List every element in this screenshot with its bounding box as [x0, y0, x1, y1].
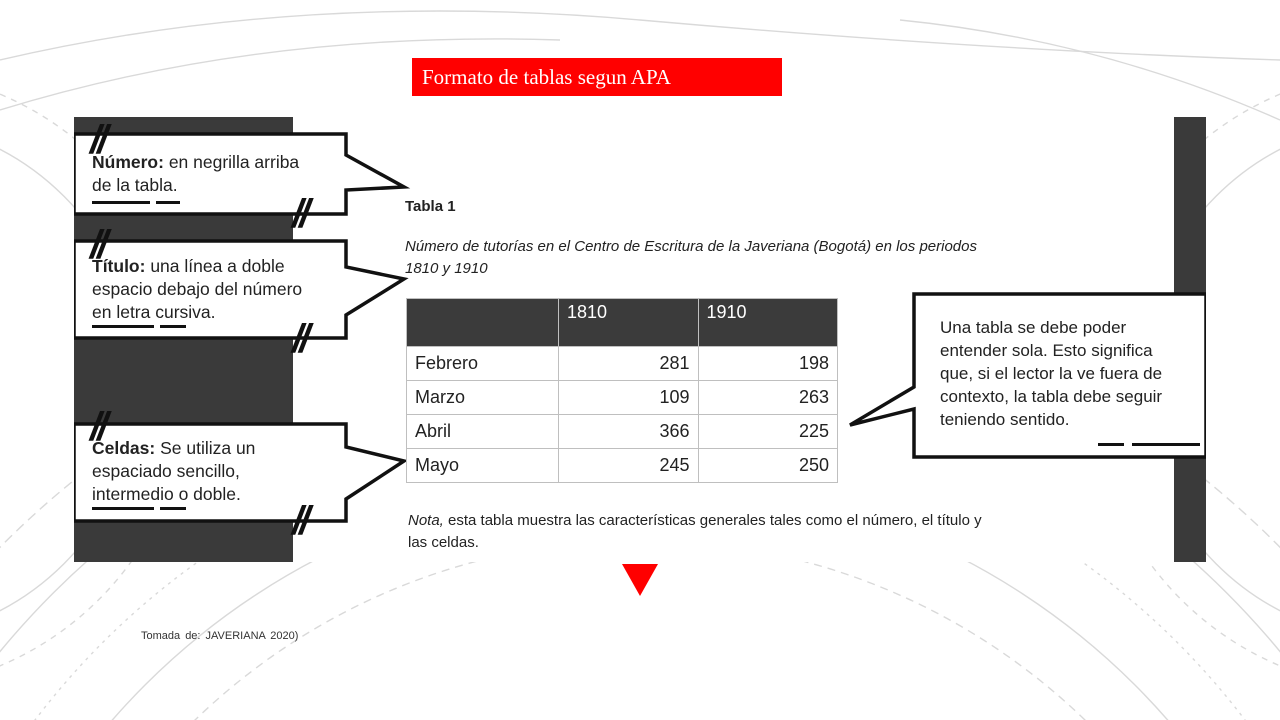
table-cell: Mayo [407, 449, 559, 483]
table-note-line1: esta tabla muestra las características generales tales como el número, el título y [443, 512, 982, 529]
table-caption-line1: Número de tutorías en el Centro de Escritura de la Javeriana (Bogotá) en los periodos [405, 238, 977, 255]
table-caption-line2: 1810 y 1910 [405, 260, 488, 277]
table-header-cell [407, 299, 559, 347]
table-cell: 281 [559, 347, 699, 381]
table-row [407, 347, 838, 381]
quote-mark-icon: // [90, 118, 105, 162]
callout-celdas-line3: intermedio o doble. [92, 484, 241, 504]
quote-mark-icon: // [90, 223, 105, 267]
table-cell: 225 [698, 415, 838, 449]
callout-standalone-line1: Una tabla se debe poder [940, 318, 1127, 337]
callout-numero-label: Número: [92, 152, 164, 172]
table-cell: 263 [698, 381, 838, 415]
example-table [406, 298, 838, 483]
quote-mark-icon: // [292, 192, 307, 236]
table-note [408, 510, 1088, 554]
table-header-cell: 1910 [698, 299, 838, 347]
table-cell: 198 [698, 347, 838, 381]
table-caption [405, 236, 1095, 280]
quote-mark-icon: // [292, 499, 307, 543]
table-header-row [407, 299, 838, 347]
quote-mark-icon: // [292, 317, 307, 361]
callout-celdas-line1: Se utiliza un [155, 438, 256, 458]
table-row [407, 381, 838, 415]
table-row [407, 415, 838, 449]
callout-titulo-line1: una línea a doble [145, 256, 285, 276]
callout-titulo-line3: en letra cursiva. [92, 302, 216, 322]
quote-mark-icon: // [90, 405, 105, 449]
callout-titulo-label: Título: [92, 256, 146, 276]
callout-celdas-line2: espaciado sencillo, [92, 461, 240, 481]
slide-title: Formato de tablas segun APA [412, 58, 782, 96]
table-number: Tabla 1 [405, 198, 456, 215]
callout-numero-text [92, 151, 299, 197]
table-note-line2: las celdas. [408, 534, 479, 551]
table-cell: Abril [407, 415, 559, 449]
apa-table-figure [74, 117, 1206, 562]
callout-celdas-text [92, 437, 255, 506]
source-citation: Tomada de: JAVERIANA 2020) [141, 630, 299, 642]
callout-titulo-text [92, 255, 302, 324]
callout-standalone-line3: que, si el lector la ve fuera de [940, 364, 1163, 383]
callout-standalone-text [940, 316, 1162, 431]
callout-celdas-label: Celdas: [92, 438, 156, 458]
callout-standalone-line2: entender sola. Esto significa [940, 341, 1153, 360]
callout-standalone-line5: teniendo sentido. [940, 410, 1070, 429]
callout-standalone-line4: contexto, la tabla debe seguir [940, 387, 1163, 406]
table-cell: 109 [559, 381, 699, 415]
table-row [407, 449, 838, 483]
table-cell: 245 [559, 449, 699, 483]
table-cell: Marzo [407, 381, 559, 415]
down-arrow-icon [622, 564, 658, 596]
table-cell: 366 [559, 415, 699, 449]
table-note-label: Nota, [408, 512, 444, 529]
table-header-cell: 1810 [559, 299, 699, 347]
callout-numero-line2: de la tabla. [92, 175, 178, 195]
callout-numero-line1: en negrilla arriba [163, 152, 300, 172]
callout-titulo-line2: espacio debajo del número [92, 279, 303, 299]
table-cell: 250 [698, 449, 838, 483]
table-cell: Febrero [407, 347, 559, 381]
